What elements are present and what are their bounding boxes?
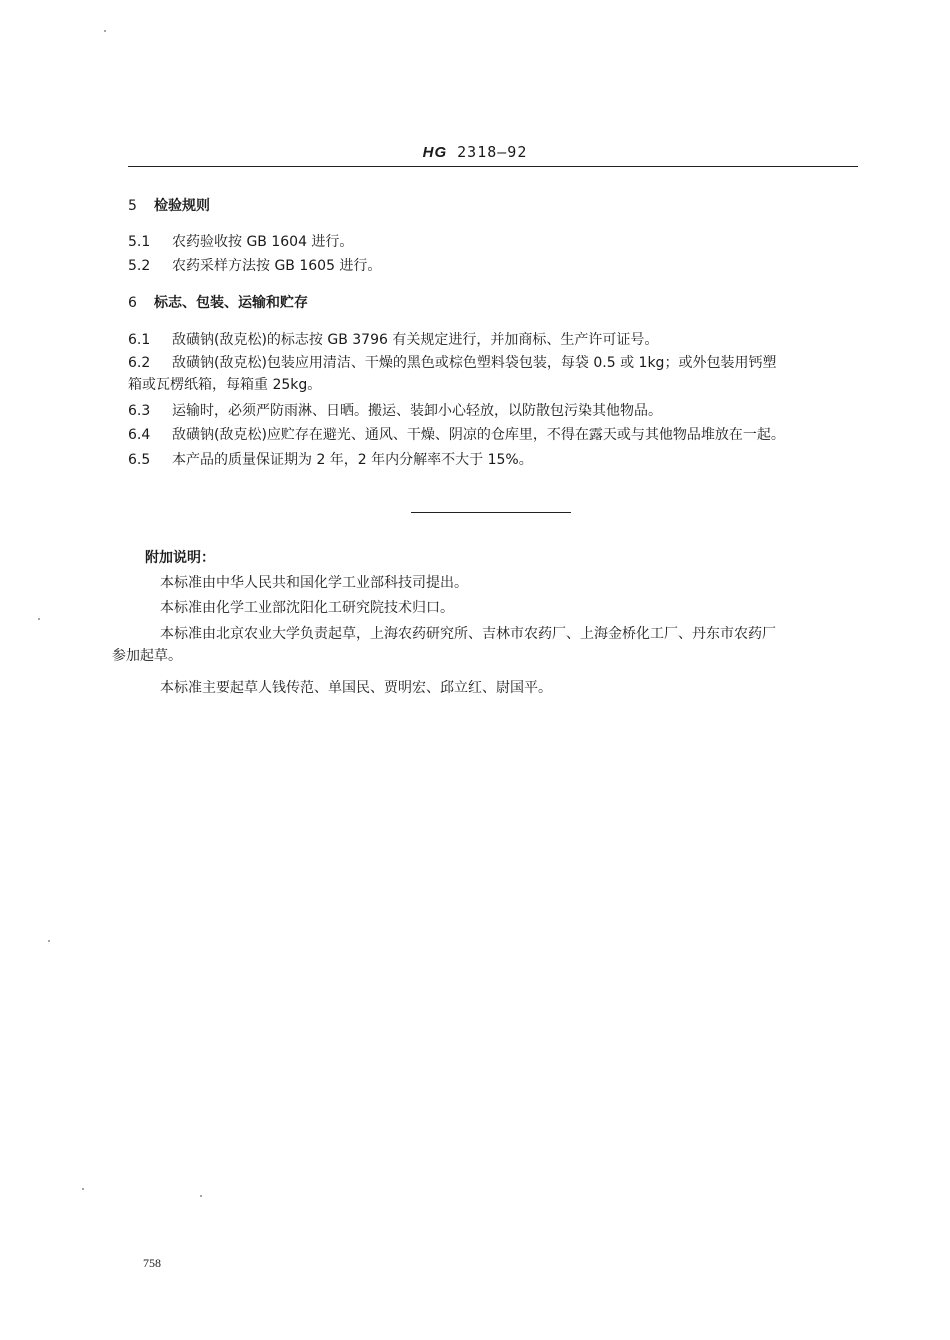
section-6-title: 标志、包装、运输和贮存 [154,295,308,311]
clause-text: 农药采样方法按 GB 1605 进行。 [172,258,382,274]
clause-6-2 [128,352,858,396]
scan-speck [48,940,50,942]
section-end-divider [411,512,571,513]
clause-number: 5.1 [128,234,151,250]
standard-number: 2318—92 [457,143,528,161]
section-6-number: 6 [128,295,137,311]
clause-number: 6.5 [128,452,151,468]
additional-notes-title: 附加说明： [145,550,215,566]
clause-6-4 [128,424,858,446]
clause-5-2 [128,255,858,277]
section-5-number: 5 [128,198,137,214]
header-divider [128,166,858,167]
note-text: 参加起草。 [112,648,182,664]
note-line [112,597,862,619]
section-5-heading [128,195,210,215]
clause-number: 6.1 [128,332,151,348]
note-line-continuation [112,645,862,667]
clause-text: 敌磺钠(敌克松)包装应用清洁、干燥的黑色或棕色塑料袋包装，每袋 0.5 或 1kg；或外包装用钙塑 [172,355,777,371]
clause-number: 5.2 [128,258,151,274]
note-text: 本标准由中华人民共和国化学工业部科技司提出。 [160,575,468,591]
clause-text: 农药验收按 GB 1604 进行。 [172,234,354,250]
clause-text: 敌磺钠(敌克松)的标志按 GB 3796 有关规定进行，并加商标、生产许可证号。 [172,332,659,348]
clause-number: 6.3 [128,403,151,419]
scan-speck [200,1195,202,1197]
standard-code-header [0,143,950,161]
page-number: 758 [143,1256,161,1270]
clause-5-1 [128,231,858,253]
clause-text-continuation: 箱或瓦楞纸箱，每箱重 25kg。 [128,377,322,393]
clause-6-3 [128,400,858,422]
section-6-heading [128,292,308,312]
scan-speck [82,1188,84,1190]
clause-text: 运输时，必须严防雨淋、日晒。搬运、装卸小心轻放，以防散包污染其他物品。 [172,403,662,419]
scan-speck [38,618,40,620]
note-line [112,572,862,594]
note-text: 本标准主要起草人钱传范、单国民、贾明宏、邱立红、尉国平。 [160,680,552,696]
clause-number: 6.4 [128,427,151,443]
clause-text: 敌磺钠(敌克松)应贮存在避光、通风、干燥、阴凉的仓库里，不得在露天或与其他物品堆放在一起。 [172,427,785,443]
note-line [112,623,862,645]
section-5-title: 检验规则 [154,198,210,214]
clause-number: 6.2 [128,355,151,371]
note-text: 本标准由北京农业大学负责起草，上海农药研究所、吉林市农药厂、上海金桥化工厂、丹东市农药厂 [160,626,776,642]
scan-speck [104,30,106,32]
note-text: 本标准由化学工业部沈阳化工研究院技术归口。 [160,600,454,616]
clause-6-5 [128,449,858,471]
clause-6-1 [128,329,858,351]
note-line [112,677,862,699]
clause-text: 本产品的质量保证期为 2 年，2 年内分解率不大于 15%。 [172,452,533,468]
standard-prefix: HG [422,144,448,161]
